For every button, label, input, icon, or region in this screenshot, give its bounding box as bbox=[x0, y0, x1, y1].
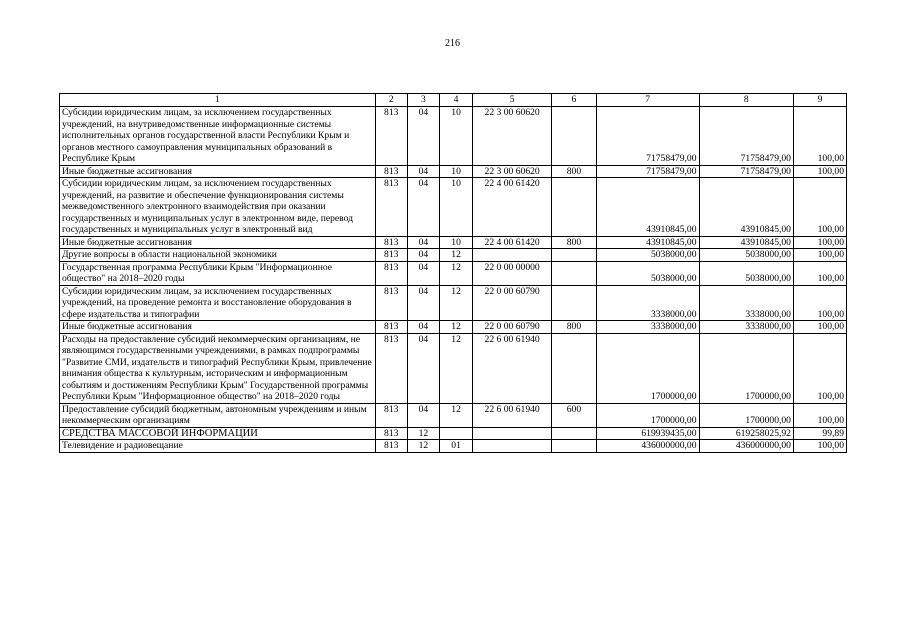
row-code-cell: 813 bbox=[375, 427, 407, 440]
header-cell: 5 bbox=[473, 94, 552, 107]
row-target-article-cell: 22 6 00 61940 bbox=[473, 403, 552, 427]
row-name-cell: Субсидии юридическим лицам, за исключением государственных учреждений, на проведение ремонта и восстановление оборудования в сфере издательства и типографии bbox=[60, 285, 376, 321]
row-name-cell: СРЕДСТВА МАССОВОЙ ИНФОРМАЦИИ bbox=[60, 427, 376, 440]
row-expense-type-cell bbox=[552, 178, 597, 237]
header-cell: 4 bbox=[439, 94, 472, 107]
row-name-cell: Другие вопросы в области национальной экономики bbox=[60, 249, 376, 262]
row-plan-amount-cell: 5038000,00 bbox=[596, 249, 699, 262]
row-percent-cell: 100,00 bbox=[793, 440, 846, 453]
row-target-article-cell: 22 6 00 61940 bbox=[473, 333, 552, 403]
row-target-article-cell bbox=[473, 440, 552, 453]
row-percent-cell: 100,00 bbox=[793, 403, 846, 427]
table-row bbox=[60, 165, 847, 178]
row-name-cell: Телевидение и радиовещание bbox=[60, 440, 376, 453]
row-plan-amount-cell: 1700000,00 bbox=[596, 333, 699, 403]
row-subsection-cell: 01 bbox=[439, 440, 472, 453]
row-subsection-cell: 12 bbox=[439, 249, 472, 262]
table-row bbox=[60, 236, 847, 249]
row-target-article-cell bbox=[473, 249, 552, 262]
row-expense-type-cell bbox=[552, 427, 597, 440]
row-expense-type-cell bbox=[552, 333, 597, 403]
row-actual-amount-cell: 43910845,00 bbox=[699, 178, 793, 237]
row-section-cell: 04 bbox=[407, 285, 439, 321]
row-subsection-cell: 12 bbox=[439, 285, 472, 321]
row-name-cell: Предоставление субсидий бюджетным, автономным учреждениям и иным некоммерческим организациям bbox=[60, 403, 376, 427]
row-section-cell: 04 bbox=[407, 333, 439, 403]
row-plan-amount-cell: 43910845,00 bbox=[596, 178, 699, 237]
row-plan-amount-cell: 3338000,00 bbox=[596, 321, 699, 334]
header-cell: 9 bbox=[793, 94, 846, 107]
row-section-cell: 12 bbox=[407, 440, 439, 453]
row-percent-cell: 100,00 bbox=[793, 333, 846, 403]
table-row bbox=[60, 440, 847, 453]
row-code-cell: 813 bbox=[375, 333, 407, 403]
row-actual-amount-cell: 71758479,00 bbox=[699, 107, 793, 166]
row-percent-cell: 100,00 bbox=[793, 236, 846, 249]
row-name-cell: Расходы на предоставление субсидий некоммерческим организациям, не являющимся государственными учреждениями, в рамках подпрограммы "Развитие СМИ, издательств и типографий Республики Крым, привлечение внимания общества к культурным, историческим и информационным событиям и достижениям Республики Крым" Государственной программы Республики Крым "Информационное общество" на 2018–2020 годы bbox=[60, 333, 376, 403]
row-section-cell: 04 bbox=[407, 178, 439, 237]
row-expense-type-cell bbox=[552, 249, 597, 262]
page-number: 216 bbox=[445, 38, 460, 49]
row-percent-cell: 100,00 bbox=[793, 249, 846, 262]
row-section-cell: 04 bbox=[407, 403, 439, 427]
row-plan-amount-cell: 71758479,00 bbox=[596, 107, 699, 166]
row-name-cell: Иные бюджетные ассигнования bbox=[60, 236, 376, 249]
row-expense-type-cell: 800 bbox=[552, 321, 597, 334]
row-actual-amount-cell: 71758479,00 bbox=[699, 165, 793, 178]
row-subsection-cell bbox=[439, 427, 472, 440]
row-actual-amount-cell: 619258025,92 bbox=[699, 427, 793, 440]
table-row bbox=[60, 261, 847, 285]
row-plan-amount-cell: 5038000,00 bbox=[596, 261, 699, 285]
row-expense-type-cell bbox=[552, 440, 597, 453]
row-subsection-cell: 12 bbox=[439, 403, 472, 427]
row-target-article-cell: 22 3 00 60620 bbox=[473, 165, 552, 178]
row-section-cell: 04 bbox=[407, 236, 439, 249]
row-subsection-cell: 12 bbox=[439, 321, 472, 334]
row-percent-cell: 100,00 bbox=[793, 165, 846, 178]
header-cell: 7 bbox=[596, 94, 699, 107]
row-plan-amount-cell: 43910845,00 bbox=[596, 236, 699, 249]
row-target-article-cell: 22 4 00 61420 bbox=[473, 178, 552, 237]
table-row bbox=[60, 178, 847, 237]
row-name-cell: Иные бюджетные ассигнования bbox=[60, 321, 376, 334]
row-expense-type-cell bbox=[552, 107, 597, 166]
row-percent-cell: 100,00 bbox=[793, 285, 846, 321]
row-code-cell: 813 bbox=[375, 321, 407, 334]
row-target-article-cell: 22 0 00 60790 bbox=[473, 321, 552, 334]
table-row bbox=[60, 403, 847, 427]
table-row bbox=[60, 321, 847, 334]
row-expense-type-cell: 600 bbox=[552, 403, 597, 427]
header-cell: 1 bbox=[60, 94, 376, 107]
row-expense-type-cell bbox=[552, 285, 597, 321]
row-name-cell: Субсидии юридическим лицам, за исключением государственных учреждений, на внутриведомственные информационные системы исполнительных органов государственной власти Республики Крым и органов местного самоуправления муниципальных образований в Республике Крым bbox=[60, 107, 376, 166]
row-expense-type-cell: 800 bbox=[552, 236, 597, 249]
table-row bbox=[60, 285, 847, 321]
row-code-cell: 813 bbox=[375, 261, 407, 285]
row-subsection-cell: 12 bbox=[439, 333, 472, 403]
row-subsection-cell: 10 bbox=[439, 236, 472, 249]
table-row bbox=[60, 249, 847, 262]
row-code-cell: 813 bbox=[375, 403, 407, 427]
row-target-article-cell: 22 4 00 61420 bbox=[473, 236, 552, 249]
header-cell: 6 bbox=[552, 94, 597, 107]
row-percent-cell: 100,00 bbox=[793, 178, 846, 237]
row-expense-type-cell: 800 bbox=[552, 165, 597, 178]
row-actual-amount-cell: 43910845,00 bbox=[699, 236, 793, 249]
header-cell: 3 bbox=[407, 94, 439, 107]
row-target-article-cell: 22 0 00 00000 bbox=[473, 261, 552, 285]
row-percent-cell: 99,89 bbox=[793, 427, 846, 440]
row-target-article-cell bbox=[473, 427, 552, 440]
row-subsection-cell: 10 bbox=[439, 178, 472, 237]
row-code-cell: 813 bbox=[375, 249, 407, 262]
row-percent-cell: 100,00 bbox=[793, 321, 846, 334]
row-code-cell: 813 bbox=[375, 440, 407, 453]
table-row bbox=[60, 427, 847, 440]
row-section-cell: 04 bbox=[407, 249, 439, 262]
row-code-cell: 813 bbox=[375, 165, 407, 178]
row-percent-cell: 100,00 bbox=[793, 261, 846, 285]
row-actual-amount-cell: 1700000,00 bbox=[699, 403, 793, 427]
row-code-cell: 813 bbox=[375, 178, 407, 237]
row-plan-amount-cell: 1700000,00 bbox=[596, 403, 699, 427]
row-plan-amount-cell: 619939435,00 bbox=[596, 427, 699, 440]
row-code-cell: 813 bbox=[375, 107, 407, 166]
row-actual-amount-cell: 5038000,00 bbox=[699, 249, 793, 262]
table-row bbox=[60, 107, 847, 166]
row-subsection-cell: 12 bbox=[439, 261, 472, 285]
row-plan-amount-cell: 71758479,00 bbox=[596, 165, 699, 178]
row-name-cell: Субсидии юридическим лицам, за исключением государственных учреждений, на развитие и обеспечение функционирования системы межведомственного электронного взаимодействия при оказании государственных и муниципальных услуг в электронном виде, перевод государственных и муниципальных услуг в электронный вид bbox=[60, 178, 376, 237]
row-name-cell: Государственная программа Республики Крым "Информационное общество" на 2018–2020 годы bbox=[60, 261, 376, 285]
row-plan-amount-cell: 3338000,00 bbox=[596, 285, 699, 321]
row-section-cell: 12 bbox=[407, 427, 439, 440]
row-actual-amount-cell: 3338000,00 bbox=[699, 285, 793, 321]
table-row bbox=[60, 333, 847, 403]
row-section-cell: 04 bbox=[407, 165, 439, 178]
row-target-article-cell: 22 3 00 60620 bbox=[473, 107, 552, 166]
header-cell: 8 bbox=[699, 94, 793, 107]
row-actual-amount-cell: 3338000,00 bbox=[699, 321, 793, 334]
budget-table bbox=[59, 93, 847, 453]
header-cell: 2 bbox=[375, 94, 407, 107]
row-expense-type-cell bbox=[552, 261, 597, 285]
row-code-cell: 813 bbox=[375, 236, 407, 249]
row-subsection-cell: 10 bbox=[439, 165, 472, 178]
row-plan-amount-cell: 436000000,00 bbox=[596, 440, 699, 453]
table-header-row bbox=[60, 94, 847, 107]
row-code-cell: 813 bbox=[375, 285, 407, 321]
row-section-cell: 04 bbox=[407, 261, 439, 285]
row-actual-amount-cell: 436000000,00 bbox=[699, 440, 793, 453]
row-subsection-cell: 10 bbox=[439, 107, 472, 166]
row-target-article-cell: 22 0 00 60790 bbox=[473, 285, 552, 321]
row-section-cell: 04 bbox=[407, 321, 439, 334]
row-actual-amount-cell: 5038000,00 bbox=[699, 261, 793, 285]
row-percent-cell: 100,00 bbox=[793, 107, 846, 166]
row-section-cell: 04 bbox=[407, 107, 439, 166]
row-actual-amount-cell: 1700000,00 bbox=[699, 333, 793, 403]
row-name-cell: Иные бюджетные ассигнования bbox=[60, 165, 376, 178]
